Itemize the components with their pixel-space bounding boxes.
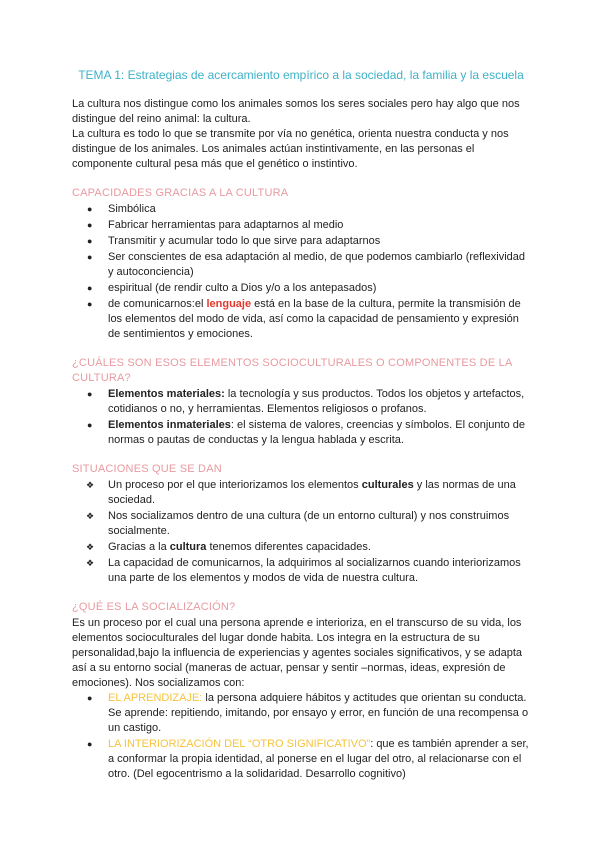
bullet-icon: ● (87, 236, 93, 246)
capacidades-list (72, 202, 530, 342)
list-item: ● EL APRENDIZAJE: la persona adquiere hábitos y actitudes que orientan su conducta. Se aprende: repitiendo, imitando, por ensayo y error, en función de una recompensa o un castigo. (87, 692, 529, 734)
list-item: ❖ Gracias a la cultura tenemos diferentes capacidades. (86, 541, 371, 553)
intro-paragraph-1: La cultura nos distingue como los animales somos los seres sociales pero hay algo que nos distingue del reino animal: la cultura. (72, 98, 520, 125)
interiorizacion-highlight: LA INTERIORIZACIÓN DEL “OTRO SIGNIFICATIVO” (108, 738, 371, 750)
list-item: ● LA INTERIORIZACIÓN DEL “OTRO SIGNIFICATIVO”: que es también aprender a ser, a conformar la propia identidad, al ponerse en el lugar del otro, al relacionarse con el otro. (Del egocentrismo a la solidaridad. Desarrollo cognitivo) (87, 738, 529, 780)
bullet-icon: ● (87, 204, 93, 214)
bullet-icon: ● (87, 739, 93, 749)
situaciones-list (72, 478, 530, 586)
aprendizaje-highlight: EL APRENDIZAJE: (108, 692, 203, 704)
bullet-icon: ● (87, 389, 93, 399)
section-heading-situaciones: SITUACIONES QUE SE DAN (72, 463, 222, 475)
lenguaje-highlight: lenguaje (206, 298, 252, 310)
document-page (72, 68, 530, 783)
socializacion-paragraph: Es un proceso por el cual una persona aprende e interioriza, en el transcurso de su vida, los elementos socioculturales del lugar donde habita. Los integra en la estructura de su personalidad,bajo la influencia de experiencias y agentes sociales significativos, y se adapta así a su entorno social (maneras de actuar, pensar y sentir –normas, ideas, expresión de emociones). Nos socializamos con: (72, 617, 523, 689)
list-item: ❖ La capacidad de comunicarnos, la adquirimos al socializarnos cuando interiorizamos una parte de los elementos y modos de vida de nuestra cultura. (86, 557, 521, 584)
bullet-icon: ● (87, 283, 93, 293)
diamond-bullet-icon: ❖ (86, 511, 95, 521)
list-item: ❖ Nos socializamos dentro de una cultura (de un entorno cultural) y nos construimos socialmente. (86, 510, 510, 537)
list-item: ● Elementos materiales: la tecnología y sus productos. Todos los objetos y artefactos, cotidianos o no, y herramientas. Elementos religiosos o profanos. (87, 388, 525, 415)
bullet-icon: ● (87, 220, 93, 230)
list-item: ● de comunicarnos:el lenguaje está en la base de la cultura, permite la transmisión de los elementos del modo de vida, así como la capacidad de pensamiento y expresión de sentimientos y emociones. (87, 298, 521, 340)
list-item: ● Simbólica (87, 203, 156, 215)
section-heading-capacidades: CAPACIDADES GRACIAS A LA CULTURA (72, 187, 289, 199)
list-item: ● espiritual (de rendir culto a Dios y/o a los antepasados) (87, 282, 377, 294)
page-title: TEMA 1: Estrategias de acercamiento empírico a la sociedad, la familia y la escuela (78, 68, 524, 82)
list-item: ❖ Un proceso por el que interiorizamos los elementos culturales y las normas de una sociedad. (86, 479, 516, 506)
intro-paragraph-2: La cultura es todo lo que se transmite por vía no genética, orienta nuestra conducta y nos distingue de los animales. Los animales actúan instintivamente, en las personas el componente cultural pesa más que el genético o instintivo. (72, 128, 509, 170)
elementos-list (72, 387, 530, 448)
diamond-bullet-icon: ❖ (86, 480, 95, 490)
bullet-icon: ● (87, 299, 93, 309)
list-item: ● Transmitir y acumular todo lo que sirve para adaptarnos (87, 235, 381, 247)
diamond-bullet-icon: ❖ (86, 558, 95, 568)
bullet-icon: ● (87, 693, 93, 703)
socializacion-list (72, 691, 530, 782)
list-item: ● Fabricar herramientas para adaptarnos al medio (87, 219, 344, 231)
list-item: ● Elementos inmateriales: el sistema de valores, creencias y símbolos. El conjunto de normas o pautas de conductas y la lengua hablada y escrita. (87, 419, 525, 446)
bullet-icon: ● (87, 252, 93, 262)
section-heading-elementos: ¿CUÁLES SON ESOS ELEMENTOS SOCIOCULTURALES O COMPONENTES DE LA CULTURA? (72, 357, 512, 384)
list-item: ● Ser conscientes de esa adaptación al medio, de que podemos cambiarlo (reflexividad y autoconciencia) (87, 251, 526, 278)
section-heading-socializacion: ¿QUÉ ES LA SOCIALIZACIÓN? (72, 601, 236, 613)
bullet-icon: ● (87, 420, 93, 430)
diamond-bullet-icon: ❖ (86, 542, 95, 552)
